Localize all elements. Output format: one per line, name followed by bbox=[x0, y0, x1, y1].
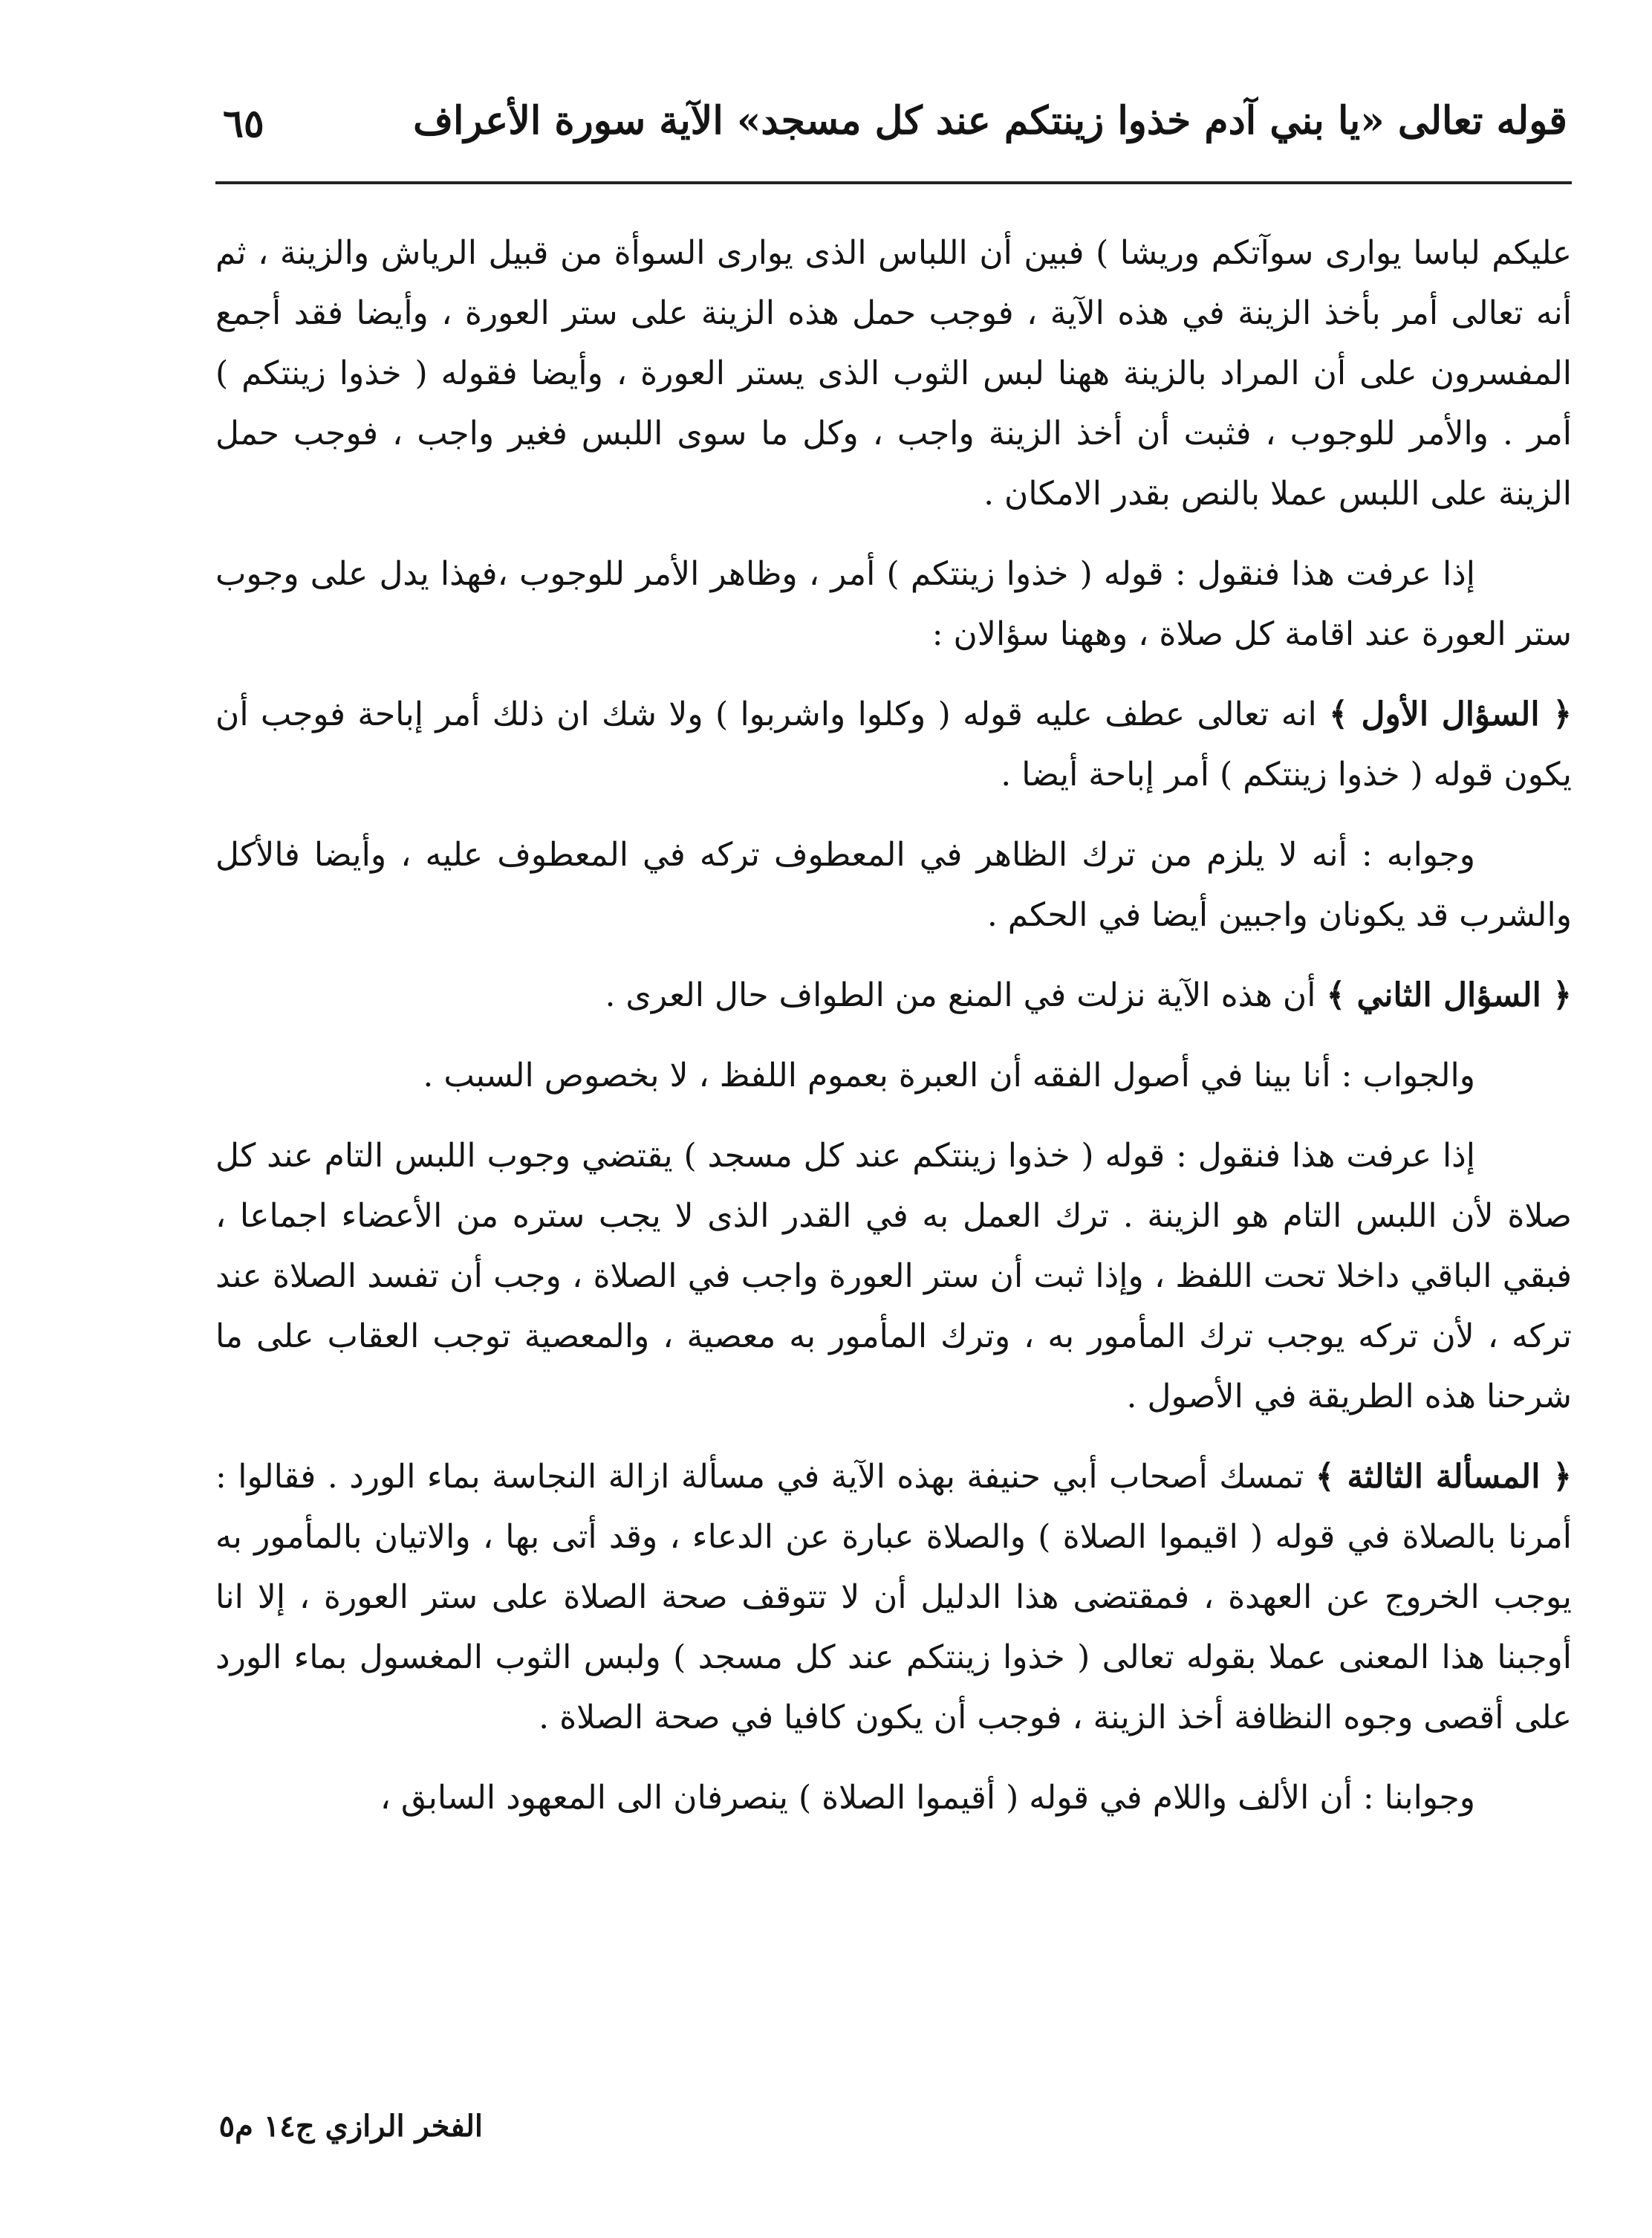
paragraph-question-1 bbox=[215, 684, 1572, 805]
paragraph-text: تمسك أصحاب أبي حنيفة بهذه الآية في مسألة ازالة النجاسة بماء الورد . فقالوا : أمرنا بالصلاة في قوله ( اقيموا الصلاة ) والصلاة عبارة عن الدعاء ، وقد أتى بها ، والاتيان بالمأمور به يوجب الخروج عن العهدة ، فمقتضى هذا الدليل أن لا تتوقف صحة الصلاة على ستر العورة ، إلا انا أوجبنا هذا المعنى عملا بقوله تعالى ( خذوا زينتكم عند كل مسجد ) ولبس الثوب المغسول بماء الورد على أقصى وجوه النظافة أخذ الزينة ، فوجب أن يكون كافيا في صحة الصلاة . bbox=[215, 1458, 1572, 1736]
paragraph-issue-3 bbox=[215, 1447, 1572, 1748]
page-number: ٦٥ bbox=[223, 101, 264, 146]
paragraph-text: والجواب : أنا بينا في أصول الفقه أن العبرة بعموم اللفظ ، لا بخصوص السبب . bbox=[423, 1057, 1475, 1094]
paragraph-text: أن هذه الآية نزلت في المنع من الطواف حال العرى . bbox=[605, 976, 1316, 1014]
paragraph-conclusion bbox=[215, 1126, 1572, 1427]
paragraph-answer-3 bbox=[215, 1768, 1572, 1828]
question-heading: ﴿ السؤال الأول ﴾ bbox=[1329, 695, 1572, 733]
paragraph-answer-2 bbox=[215, 1045, 1572, 1106]
paragraph-text: إذا عرفت هذا فنقول : قوله ( خذوا زينتكم عند كل مسجد ) يقتضي وجوب اللبس التام عند كل صلاة لأن اللبس التام هو الزينة . ترك العمل به في القدر الذى لا يجب ستره من الأعضاء اجماعا ، فبقي الباقي داخلا تحت اللفظ ، وإذا ثبت أن ستر العورة واجب في الصلاة ، وجب أن تفسد الصلاة عند تركه ، لأن تركه يوجب ترك المأمور به ، وترك المأمور به معصية ، والمعصية توجب العقاب على ما شرحنا هذه الطريقة في الأصول . bbox=[215, 1137, 1572, 1415]
paragraph-answer-1 bbox=[215, 825, 1572, 945]
footer-signature: الفخر الرازي ج١٤ م٥ bbox=[218, 2109, 483, 2144]
paragraph-2 bbox=[215, 544, 1572, 664]
paragraph-text: انه تعالى عطف عليه قوله ( وكلوا واشربوا ) ولا شك ان ذلك أمر إباحة فوجب أن يكون قوله ( خذوا زينتكم ) أمر إباحة أيضا . bbox=[215, 695, 1572, 794]
paragraph-text: وجوابنا : أن الألف واللام في قوله ( أقيموا الصلاة ) ينصرفان الى المعهود السابق ، bbox=[380, 1779, 1475, 1817]
body-text bbox=[215, 223, 1572, 1848]
question-heading: ﴿ المسألة الثالثة ﴾ bbox=[1315, 1458, 1572, 1496]
paragraph-1 bbox=[215, 223, 1572, 524]
paragraph-text: عليكم لباسا يوارى سوآتكم وريشا ) فبين أن اللباس الذى يوارى السوأة من قبيل الرياش والزينة ، ثم أنه تعالى أمر بأخذ الزينة في هذه الآية ، فوجب حمل هذه الزينة على ستر العورة ، وأيضا فقد أجمع المفسرون على أن المراد بالزينة ههنا لبس الثوب الذى يستر العورة ، وأيضا فقوله ( خذوا زينتكم ) أمر . والأمر للوجوب ، فثبت أن أخذ الزينة واجب ، وكل ما سوى اللبس فغير واجب ، فوجب حمل الزينة على اللبس عملا بالنص بقدر الامكان . bbox=[215, 234, 1572, 513]
question-heading: ﴿ السؤال الثاني ﴾ bbox=[1326, 976, 1572, 1014]
paragraph-text: إذا عرفت هذا فنقول : قوله ( خذوا زينتكم ) أمر ، وظاهر الأمر للوجوب ،فهذا يدل على وجوب ستر العورة عند اقامة كل صلاة ، وههنا سؤالان : bbox=[215, 555, 1572, 653]
running-title: قوله تعالى «يا بني آدم خذوا زينتكم عند كل مسجد» الآية سورة الأعراف bbox=[413, 98, 1567, 143]
running-header bbox=[223, 89, 1567, 163]
paragraph-text: وجوابه : أنه لا يلزم من ترك الظاهر في المعطوف تركه في المعطوف عليه ، وأيضا فالأكل والشرب قد يكونان واجبين أيضا في الحكم . bbox=[215, 836, 1572, 934]
header-rule bbox=[215, 181, 1572, 184]
paragraph-question-2 bbox=[215, 965, 1572, 1025]
